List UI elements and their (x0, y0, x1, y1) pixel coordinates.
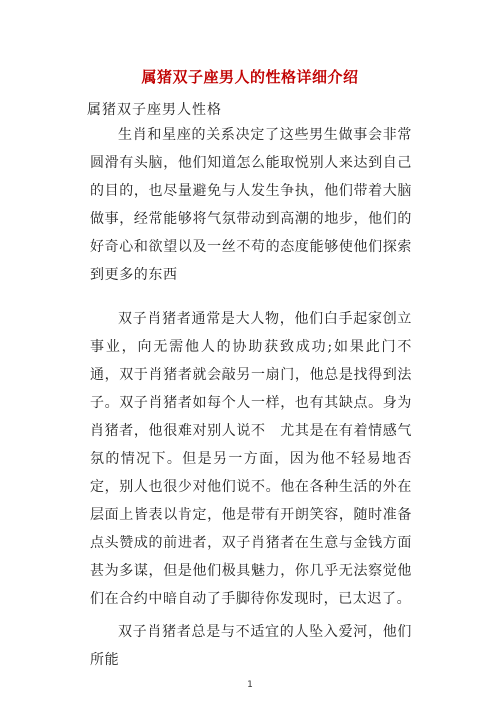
document-title: 属猪双子座男人的性格详细介绍 (141, 68, 359, 86)
paragraph-2: 双子肖猪者通常是大人物，他们白手起家创立事业，向无需他人的协助获致成功;如果此门不通，双于肖猪者就会敲另一扇门，他总是找得到法子。双子肖猪者如每个人一样，也有其缺点。身为肖猪者，他很难对别人说不 尤其是在有着情感气氛的情况下。但是另一方面，因为他不轻易地否定，别人也很少对他们说不。他在各种生活的外在层面上皆表以肯定，他是带有开朗笑容，随时准备点头赞成的前进者，双子肖猪者在生意与金钱方面甚为多谋，但是他们极具魅力，你几乎无法察觉他们在合约中暗自动了手脚待你发现时，已太迟了。 (90, 311, 412, 607)
page-number: 1 (247, 680, 253, 690)
paragraph-1: 生肖和星座的关系决定了这些男生做事会非常圆滑有头脑，他们知道怎么能取悦别人来达到自己的目的，也尽量避免与人发生争执，他们带着大脑做事，经常能够将气氛带动到高潮的地步，他们的好奇心和欲望以及一丝不苟的态度能够使他们探索到更多的东西 (90, 127, 412, 283)
paragraph-3: 双子肖猪者总是与不适宜的人坠入爱河，他们所能 (90, 624, 412, 668)
document-subtitle: 属猪双子座男人性格 (87, 102, 222, 118)
